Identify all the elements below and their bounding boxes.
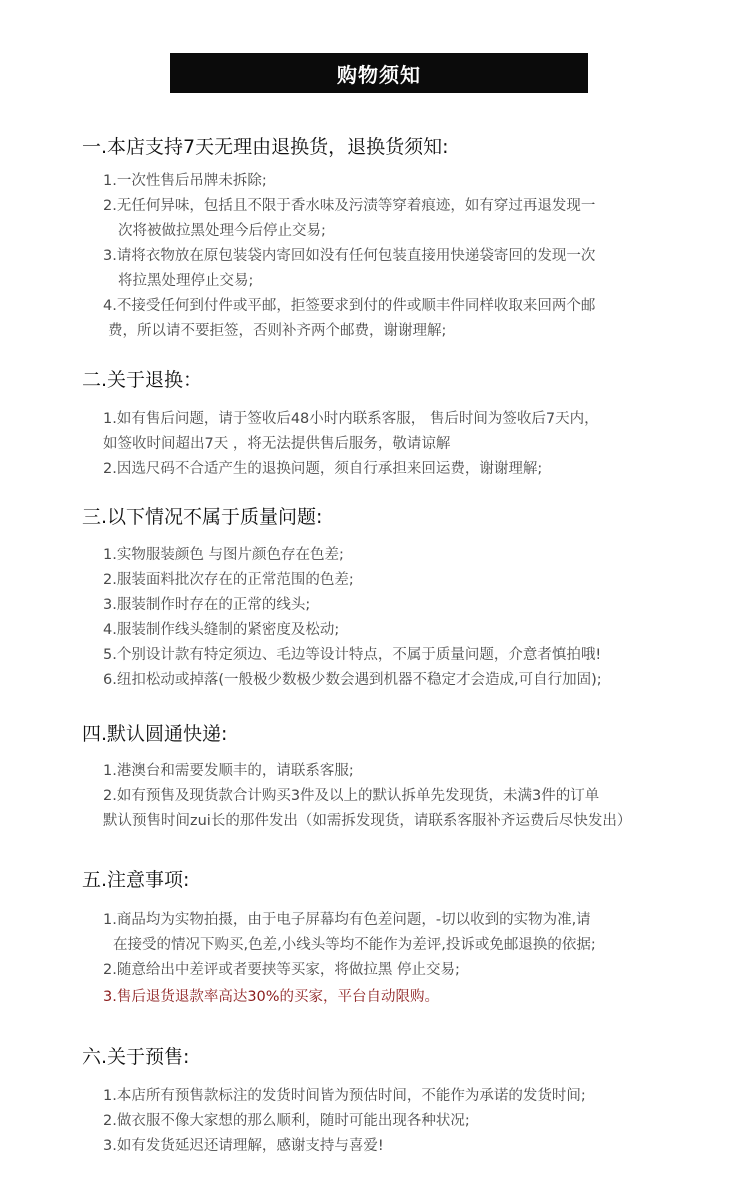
notice-line: 3.如有发货延迟还请理解，感谢支持与喜爱! [103, 1138, 384, 1154]
notice-line: 1.港澳台和需要发顺丰的，请联系客服; [103, 763, 354, 779]
notice-line: 1.本店所有预售款标注的发货时间皆为预估时间，不能作为承诺的发货时间; [103, 1088, 586, 1104]
notice-line: 费，所以请不要拒签，否则补齐两个邮费，谢谢理解; [108, 323, 447, 339]
notice-line: 默认预售时间zui长的那件发出（如需拆发现货，请联系客服补齐运费后尽快发出） [103, 813, 632, 829]
section-heading: 二.关于退换： [82, 369, 203, 391]
notice-line: 2.服装面料批次存在的正常范围的色差; [103, 572, 354, 588]
section-heading: 一.本店支持7天无理由退换货，退换货须知: [82, 136, 449, 158]
notice-line: 次将被做拉黑处理今后停止交易; [118, 223, 326, 239]
section-heading: 三.以下情况不属于质量问题: [82, 506, 323, 528]
notice-line: 3.售后退货退款率高达30%的买家，平台自动限购。 [103, 989, 440, 1005]
notice-line: 1.如有售后问题，请于签收后48小时内联系客服， 售后时间为签收后7天内， [103, 411, 599, 427]
notice-line: 1.商品均为实物拍摄，由于电子屏幕均有色差问题，-切以收到的实物为准,请 [103, 912, 591, 928]
notice-line: 3.请将衣物放在原包装袋内寄回如没有任何包装直接用快递袋寄回的发现一次 [103, 248, 596, 264]
notice-line: 5.个别设计款有特定须边、毛边等设计特点，不属于质量问题，介意者慎拍哦! [103, 647, 602, 663]
page-title-text: 购物须知 [337, 62, 421, 87]
notice-line: 4.服装制作线头缝制的紧密度及松动; [103, 622, 340, 638]
notice-line: 如签收时间超出7天 ，将无法提供售后服务，敬请谅解 [103, 436, 451, 452]
notice-line: 4.不接受任何到付件或平邮，拒签要求到付的件或顺丰件同样收取来回两个邮 [103, 298, 596, 314]
notice-line: 1.实物服装颜色 与图片颜色存在色差; [103, 547, 344, 563]
section-heading: 四.默认圆通快递: [82, 723, 228, 745]
notice-line: 2.因选尺码不合适产生的退换问题，须自行承担来回运费，谢谢理解; [103, 461, 543, 477]
page-title [170, 53, 588, 93]
notice-line: 2.随意给出中差评或者要挟等买家，将做拉黑 停止交易; [103, 962, 460, 978]
notice-line: 在接受的情况下购买,色差,小线头等均不能作为差评,投诉或免邮退换的依据; [113, 937, 596, 953]
notice-line: 2.做衣服不像大家想的那么顺利，随时可能出现各种状况; [103, 1113, 470, 1129]
section-heading: 五.注意事项: [82, 869, 190, 891]
notice-line: 6.纽扣松动或掉落(一般极少数极少数会遇到机器不稳定才会造成,可自行加固); [103, 672, 602, 688]
notice-line: 将拉黑处理停止交易; [118, 273, 254, 289]
notice-line: 2.如有预售及现货款合计购买3件及以上的默认拆单先发现货，未满3件的订单 [103, 788, 600, 804]
notice-line: 2.无任何异味，包括且不限于香水味及污渍等穿着痕迹，如有穿过再退发现一 [103, 198, 596, 214]
notice-line: 1.一次性售后吊牌未拆除; [103, 173, 267, 189]
notice-line: 3.服装制作时存在的正常的线头; [103, 597, 311, 613]
section-heading: 六.关于预售: [82, 1046, 190, 1068]
